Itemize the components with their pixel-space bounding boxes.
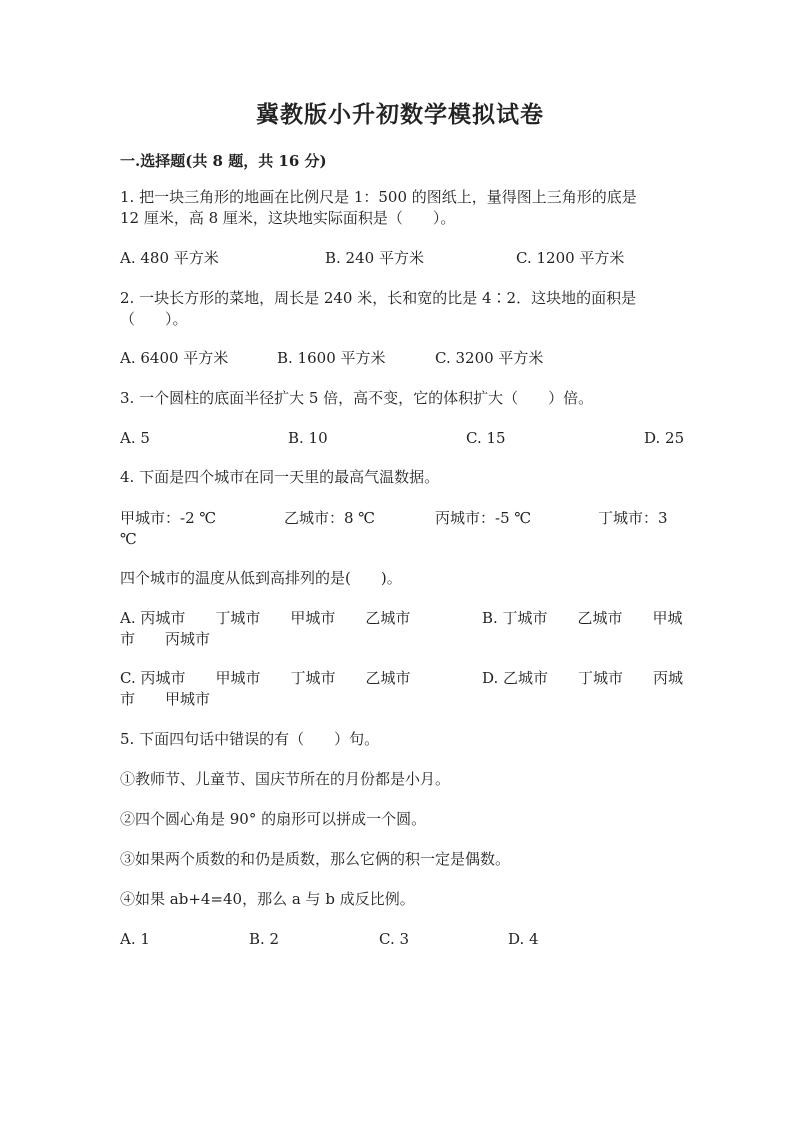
question-4-option-a[interactable]: A. 丙城市 丁城市 甲城市 乙城市 — [120, 609, 411, 627]
question-3-option-c[interactable]: C. 15 — [466, 429, 506, 447]
question-3-option-b[interactable]: B. 10 — [288, 429, 328, 447]
page-title: 冀教版小升初数学模拟试卷 — [256, 101, 544, 128]
question-1-option-b[interactable]: B. 240 平方米 — [325, 249, 424, 267]
question-1-option-c[interactable]: C. 1200 平方米 — [516, 249, 625, 267]
city-temp-yi: 乙城市：8 ℃ — [284, 509, 376, 527]
section-heading: 一.选择题(共 8 题，共 16 分) — [120, 152, 327, 170]
question-5-line-1: 5. 下面四句话中错误的有（ ）句。 — [120, 730, 380, 748]
question-2-line-2: （ ）。 — [120, 310, 188, 328]
question-4-option-b[interactable]: B. 丁城市 乙城市 甲城 — [482, 609, 683, 627]
question-2-option-b[interactable]: B. 1600 平方米 — [277, 349, 386, 367]
question-3-line-1: 3. 一个圆柱的底面半径扩大 5 倍，高不变，它的体积扩大（ ）倍。 — [120, 389, 594, 407]
question-5-option-a[interactable]: A. 1 — [120, 930, 150, 948]
question-3-option-d[interactable]: D. 25 — [644, 429, 685, 447]
question-5-statement-4: ④如果 ab+4=40，那么 a 与 b 成反比例。 — [120, 890, 415, 908]
question-5-statement-2: ②四个圆心角是 90° 的扇形可以拼成一个圆。 — [120, 810, 427, 828]
question-5-statement-3: ③如果两个质数的和仍是质数，那么它俩的积一定是偶数。 — [120, 850, 511, 868]
question-4-line-1: 4. 下面是四个城市在同一天里的最高气温数据。 — [120, 468, 440, 486]
question-1-line-2: 12 厘米，高 8 厘米，这块地实际面积是（ ）。 — [120, 209, 456, 227]
question-5-option-b[interactable]: B. 2 — [249, 930, 280, 948]
city-temp-bing: 丙城市：-5 ℃ — [435, 509, 532, 527]
question-5-statement-1: ①教师节、儿童节、国庆节所在的月份都是小月。 — [120, 770, 451, 788]
question-4-option-d[interactable]: D. 乙城市 丁城市 丙城 — [482, 669, 684, 687]
question-5-option-d[interactable]: D. 4 — [508, 930, 539, 948]
city-temp-wrap: ℃ — [120, 530, 137, 548]
question-2-line-1: 2. 一块长方形的菜地，周长是 240 米，长和宽的比是 4∶2．这块地的面积是 — [120, 289, 637, 307]
question-5-option-c[interactable]: C. 3 — [379, 930, 410, 948]
question-2-option-c[interactable]: C. 3200 平方米 — [435, 349, 544, 367]
question-4-option-b-wrap[interactable]: 市 丙城市 — [120, 630, 211, 648]
question-1-line-1: 1. 把一块三角形的地画在比例尺是 1：500 的图纸上，量得图上三角形的底是 — [120, 188, 637, 206]
question-3-option-a[interactable]: A. 5 — [120, 429, 150, 447]
question-1-option-a[interactable]: A. 480 平方米 — [120, 249, 219, 267]
city-temp-jia: 甲城市：-2 ℃ — [120, 509, 217, 527]
city-temp-ding: 丁城市：3 — [598, 509, 668, 527]
question-4-question: 四个城市的温度从低到高排列的是( )。 — [120, 569, 402, 587]
question-2-option-a[interactable]: A. 6400 平方米 — [120, 349, 229, 367]
question-4-option-c[interactable]: C. 丙城市 甲城市 丁城市 乙城市 — [120, 669, 411, 687]
question-4-option-d-wrap[interactable]: 市 甲城市 — [120, 690, 211, 708]
